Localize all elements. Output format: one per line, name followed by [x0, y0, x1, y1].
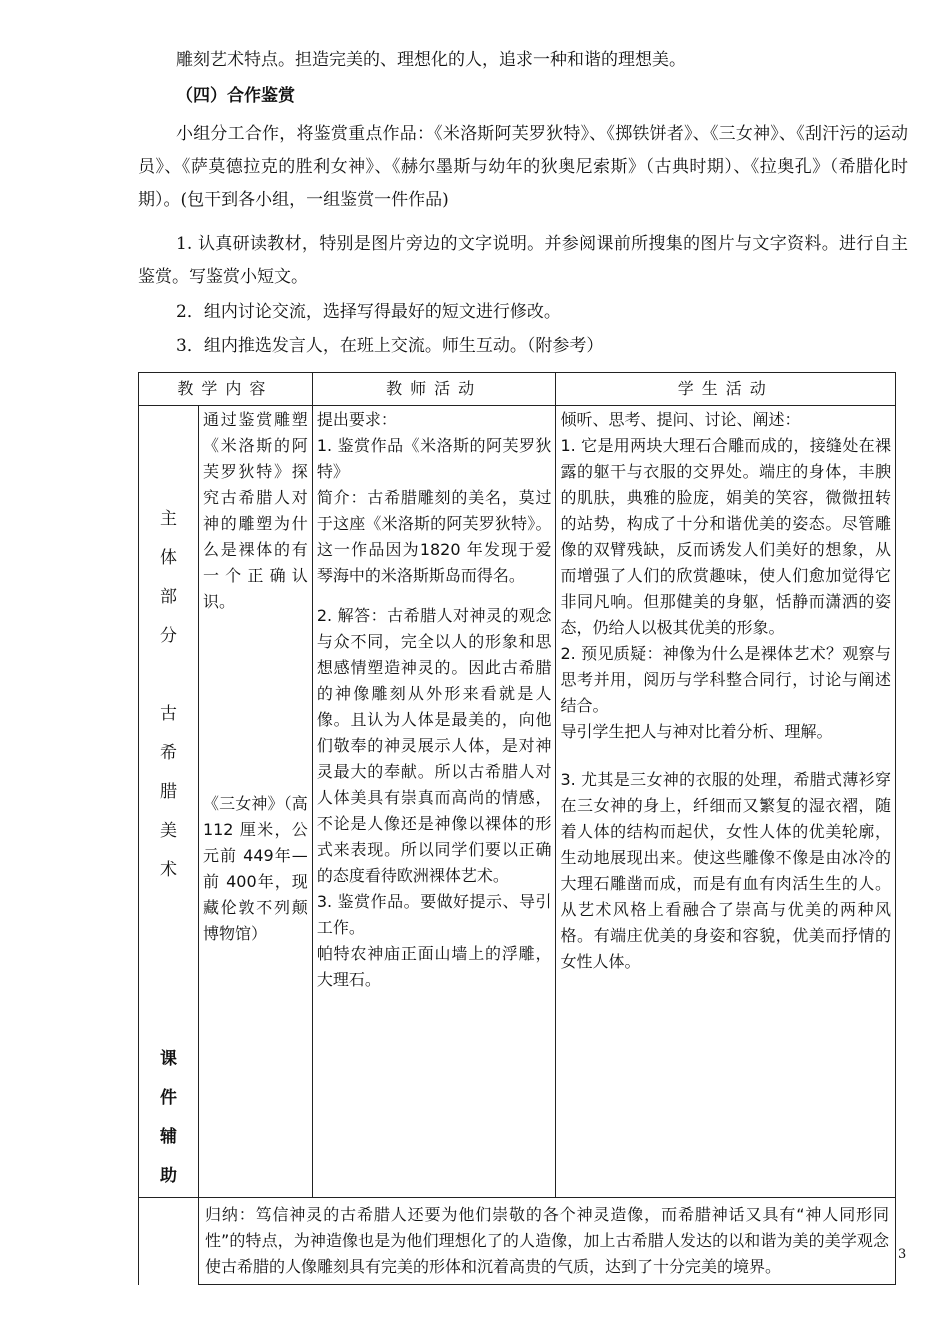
page-number: 3	[898, 1247, 907, 1262]
paragraph-step-1: 1. 认真研读教材，特别是图片旁边的文字说明。并参阅课前所搜集的图片与文字资料。进行自主鉴赏。写鉴赏小短文。	[138, 234, 908, 287]
teacher-line: 3. 鉴赏作品。要做好提示、导引工作。	[316, 892, 552, 937]
paragraph-step-3: 3．组内推选发言人，在班上交流。师生互动。（附参考）	[176, 336, 604, 356]
teacher-line: 提出要求：	[316, 410, 397, 429]
side-spacer	[139, 1198, 199, 1285]
teacher-line: 帕特农神庙正面山墙上的浮雕，大理石。	[316, 944, 552, 989]
table-header-row	[139, 373, 896, 406]
student-line: 倾听、思考、提问、讨论、阐述：	[560, 410, 801, 429]
header-student: 学生活动	[556, 373, 896, 406]
student-line: 3. 尤其是三女神的衣服的处理，希腊式薄衫穿在三女神的身上，纤细而又繁复的湿衣褶，随着人体的结构而起伏，女性人体的优美轮廓，生动地展现出来。使这些雕像不像是由冰冷的大理石雕凿而成，而是有血有肉活生生的人。从艺术风格上看融合了崇高与优美的两种风格。有端庄优美的身姿和容貌，优美而抒情的女性人体。	[560, 770, 891, 971]
section-heading: （四）合作鉴赏	[176, 86, 295, 106]
table-row-summary	[139, 1198, 896, 1285]
side-label-courseware: 课 件 辅 助	[159, 1049, 177, 1186]
side-label-cell	[139, 406, 199, 1198]
teacher-cell	[312, 406, 556, 1198]
student-cell	[556, 406, 896, 1198]
summary-cell: 归纳：笃信神灵的古希腊人还要为他们崇敬的各个神灵造像，而希腊神话又具有“神人同形同性”的特点，为神造像也是为他们理想化了的人造像，加上古希腊人发达的以和谐为美的美学观念使古希腊的人像雕刻具有完美的形体和沉着高贵的气质，达到了十分完美的境界。	[198, 1198, 895, 1285]
paragraph-step-2: 2．组内讨论交流，选择写得最好的短文进行修改。	[176, 302, 561, 322]
table-row-main	[139, 406, 896, 1198]
student-line: 1. 它是用两块大理石合雕而成的，接缝处在裸露的躯干与衣服的交界处。端庄的身体，丰腴的肌肤，典雅的脸庞，娟美的笑容，微微扭转的站势，构成了十分和谐优美的姿态。尽管雕像的双臂残缺，反而诱发人们美好的想象，从而增强了人们的欣赏趣味，使人们愈加觉得它非同凡响。但那健美的身躯，恬静而潇洒的姿态，仍给人以极其优美的形象。	[560, 436, 891, 637]
header-teacher: 教师活动	[312, 373, 556, 406]
student-line: 2. 预见质疑：神像为什么是裸体艺术？观察与思考并用，阅历与学科整合同行，讨论与阐述结合。	[560, 644, 891, 715]
teacher-line: 2. 解答：古希腊人对神灵的观念与众不同，完全以人的形象和思想感情塑造神灵的。因此古希腊的神像雕刻从外形来看就是人像。且认为人体是最美的，向他们敬奉的神灵展示人体，是对神灵最大的奉献。所以古希腊人对人体美具有崇真而高尚的情感，不论是人像还是神像以裸体的形式来表现。所以同学们要以正确的态度看待欧洲裸体艺术。	[316, 606, 552, 885]
header-content: 教学内容	[139, 373, 313, 406]
content-cell	[198, 406, 312, 1198]
teacher-line: 1. 鉴赏作品《米洛斯的阿芙罗狄特》	[316, 436, 552, 481]
side-label-main: 主 体 部 分 古 希 腊 美 术	[159, 509, 177, 880]
content-goal: 通过鉴赏雕塑《米洛斯的阿芙罗狄特》探究古希腊人对神的雕塑为什么是裸体的有一个正确认识。	[202, 410, 308, 611]
paragraph-assignment: 小组分工合作，将鉴赏重点作品：《米洛斯阿芙罗狄特》、《掷铁饼者》、《三女神》、《刮汗污的运动员》、《萨莫德拉克的胜利女神》、《赫尔墨斯与幼年的狄奥尼索斯》（古典时期）、《拉奥孔》（希腊化时期）。(包干到各小组，一组鉴赏一件作品)	[138, 124, 908, 210]
content-three-goddesses: 《三女神》（高112 厘米，公元前 449年—前 400年，现藏伦敦不列颠博物馆）	[202, 794, 308, 943]
lesson-table	[138, 372, 896, 1285]
teacher-line: 简介：古希腊雕刻的美名，莫过于这座《米洛斯的阿芙罗狄特》。这一作品因为1820 年发现于爱琴海中的米洛斯斯岛而得名。	[316, 488, 552, 585]
intro-line: 雕刻艺术特点。担造完美的、理想化的人，追求一种和谐的理想美。	[176, 50, 686, 70]
student-line: 导引学生把人与神对比着分析、理解。	[560, 722, 833, 741]
